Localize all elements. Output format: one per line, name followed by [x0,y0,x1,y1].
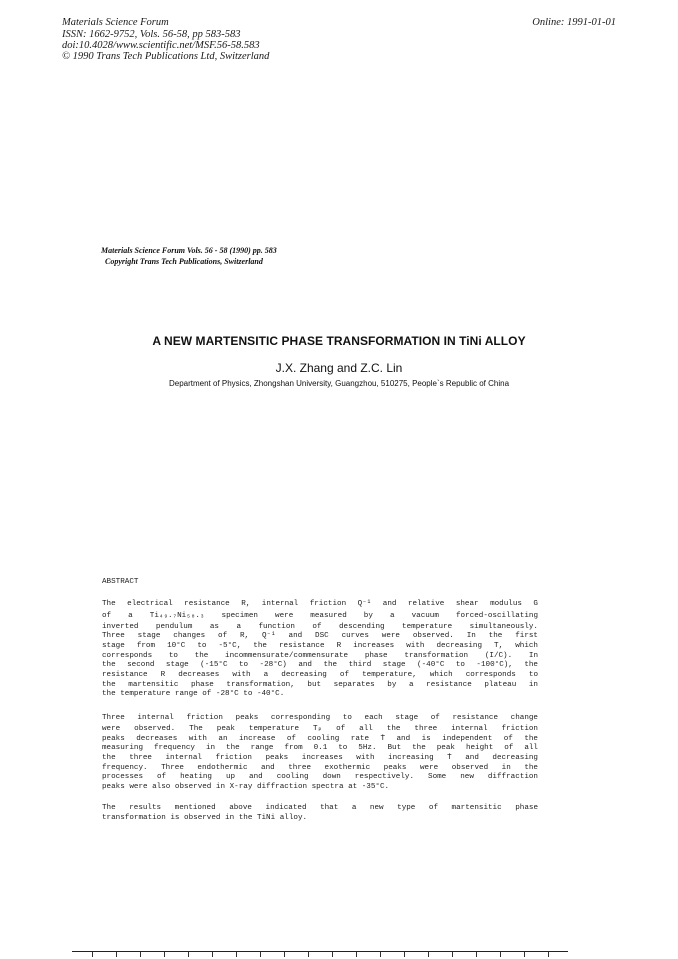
abstract-line: were observed. The peak temperature Tₚ of all the three internal friction [102,725,538,733]
online-date: Online: 1991-01-01 [532,17,616,28]
author-affiliation: Department of Physics, Zhongshan University, Guangzhou, 510275, People`s Republic of China [168,379,510,388]
paper-authors: J.X. Zhang and Z.C. Lin [275,361,403,375]
abstract-line: the second stage (-15°C to -28°C) and the third stage (-40°C to -100°C), the [102,661,538,669]
citation-copyright: Copyright Trans Tech Publications, Switzerland [105,257,263,266]
abstract-line: stage from 10°C to -5°C, the resistance R increases with decreasing T, which [102,642,538,650]
bottom-rule-ticks [72,952,568,957]
abstract-line: The results mentioned above indicated that a new type of martensitic phase [102,804,538,812]
abstract-line: The electrical resistance R, internal friction Q⁻¹ and relative shear modulus G [102,600,538,608]
copyright-line: © 1990 Trans Tech Publications Ltd, Switzerland [62,51,270,62]
abstract-line: the martensitic phase transformation, but separates by a resistance plateau in [102,681,538,689]
abstract-line: Three stage changes of R, Q⁻¹ and DSC curves were observed. In the first [102,632,538,640]
abstract-line: resistance R decreases with a decreasing of temperature, which corresponds to [102,671,538,679]
abstract-heading: ABSTRACT [102,578,139,586]
abstract-line: of a Ti₄₉.₇Ni₅₀.₃ specimen were measured by a vacuum forced-oscillating [102,612,538,620]
abstract-line: processes of heating up and cooling down respectively. Some new diffraction [102,773,538,781]
abstract-line: the three internal friction peaks increases with increasing Ṫ and decreasing [102,754,538,762]
abstract-line: peaks were also observed in X-ray diffraction spectra at -35°C. [102,783,390,791]
abstract-line: inverted pendulum as a function of descending temperature simultaneously. [102,623,538,631]
issn-line: ISSN: 1662-9752, Vols. 56-58, pp 583-583 [62,29,241,40]
abstract-line: transformation is observed in the TiNi alloy. [102,814,308,822]
abstract-line: peaks decreases with an increase of cooling rate Ṫ and is independent of the [102,735,538,743]
journal-name: Materials Science Forum [62,17,169,28]
abstract-line: the temperature range of -28°C to -40°C. [102,690,285,698]
citation-line: Materials Science Forum Vols. 56 - 58 (1990) pp. 583 [101,246,277,255]
abstract-line: Three internal friction peaks corresponding to each stage of resistance change [102,714,538,722]
abstract-line: frequency. Three endothermic and three exothermic peaks were observed in the [102,764,538,772]
abstract-line: measuring frequency in the range from 0.1 to 5Hz. But the peak height of all [102,744,538,752]
abstract-line: corresponds to the incommensurate/commensurate phase transformation (I/C). In [102,652,538,660]
doi-link[interactable]: doi:10.4028/www.scientific.net/MSF.56-58.583 [62,40,260,51]
paper-title: A NEW MARTENSITIC PHASE TRANSFORMATION IN TiNi ALLOY [152,334,526,348]
